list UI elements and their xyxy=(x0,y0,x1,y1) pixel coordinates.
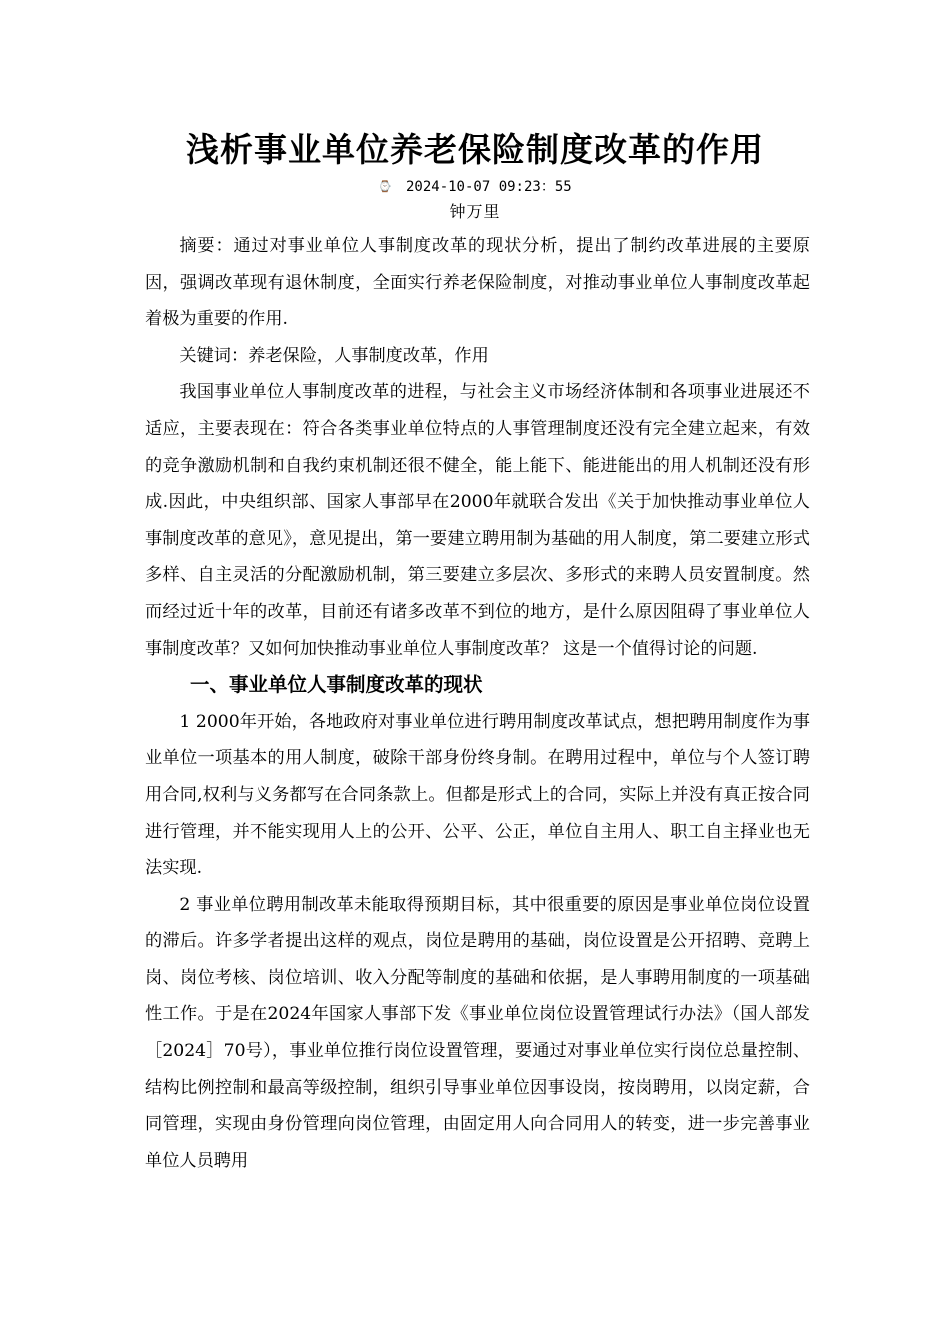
article-body xyxy=(145,228,810,1179)
publish-datetime: 2024-10-07 09:23：55 xyxy=(405,179,572,195)
intro-paragraph: 我国事业单位人事制度改革的进程，与社会主义市场经济体制和各项事业进展还不适应，主要表现在：符合各类事业单位特点的人事管理制度还没有完全建立起来，有效的竞争激励机制和自我约束机制还很不健全，能上能下、能进能出的用人机制还没有形成.因此，中央组织部、国家人事部早在2000年就联合发出《关于加快推动事业单位人事制度改革的意见》，意见提出，第一要建立聘用制为基础的用人制度，第二要建立形式多样、自主灵活的分配激励机制，第三要建立多层次、多形式的来聘人员安置制度。然而经过近十年的改革，目前还有诸多改革不到位的地方，是什么原因阻碍了事业单位人事制度改革？又如何加快推动事业单位人事制度改革？ 这是一个值得讨论的问题. xyxy=(145,382,810,659)
section-heading: 一、事业单位人事制度改革的现状 xyxy=(190,673,483,697)
body-paragraph-2: 2 事业单位聘用制改革未能取得预期目标，其中很重要的原因是事业单位岗位设置的滞后。许多学者提出这样的观点，岗位是聘用的基础，岗位设置是公开招聘、竞聘上岗、岗位考核、岗位培训、收入分配等制度的基础和依据，是人事聘用制度的一项基础性工作。于是在2024年国家人事部下发《事业单位岗位设置管理试行办法》（国人部发［2024］70号），事业单位推行岗位设置管理，要通过对事业单位实行岗位总量控制、结构比例控制和最高等级控制，组织引导事业单位因事设岗，按岗聘用，以岗定薪，合同管理，实现由身份管理向岗位管理，由固定用人向合同用人的转变，进一步完善事业单位人员聘用 xyxy=(145,894,810,1171)
article-author: 钟万里 xyxy=(449,202,501,221)
publish-meta xyxy=(0,178,950,196)
clock-icon: ⌚ xyxy=(378,180,392,193)
body-paragraph-1: 1 2000年开始，各地政府对事业单位进行聘用制度改革试点，想把聘用制度作为事业单位一项基本的用人制度，破除干部身份终身制。在聘用过程中，单位与个人签订聘用合同,权利与义务都写在合同条款上。但都是形式上的合同，实际上并没有真正按合同进行管理，并不能实现用人上的公开、公平、公正，单位自主用人、职工自主择业也无法实现. xyxy=(145,711,810,879)
abstract-paragraph: 摘要：通过对事业单位人事制度改革的现状分析，提出了制约改革进展的主要原因，强调改革现有退休制度，全面实行养老保险制度，对推动事业单位人事制度改革起着极为重要的作用. xyxy=(145,236,810,330)
keywords-paragraph: 关键词：养老保险，人事制度改革，作用 xyxy=(179,345,489,366)
article-title: 浅析事业单位养老保险制度改革的作用 xyxy=(186,130,764,169)
